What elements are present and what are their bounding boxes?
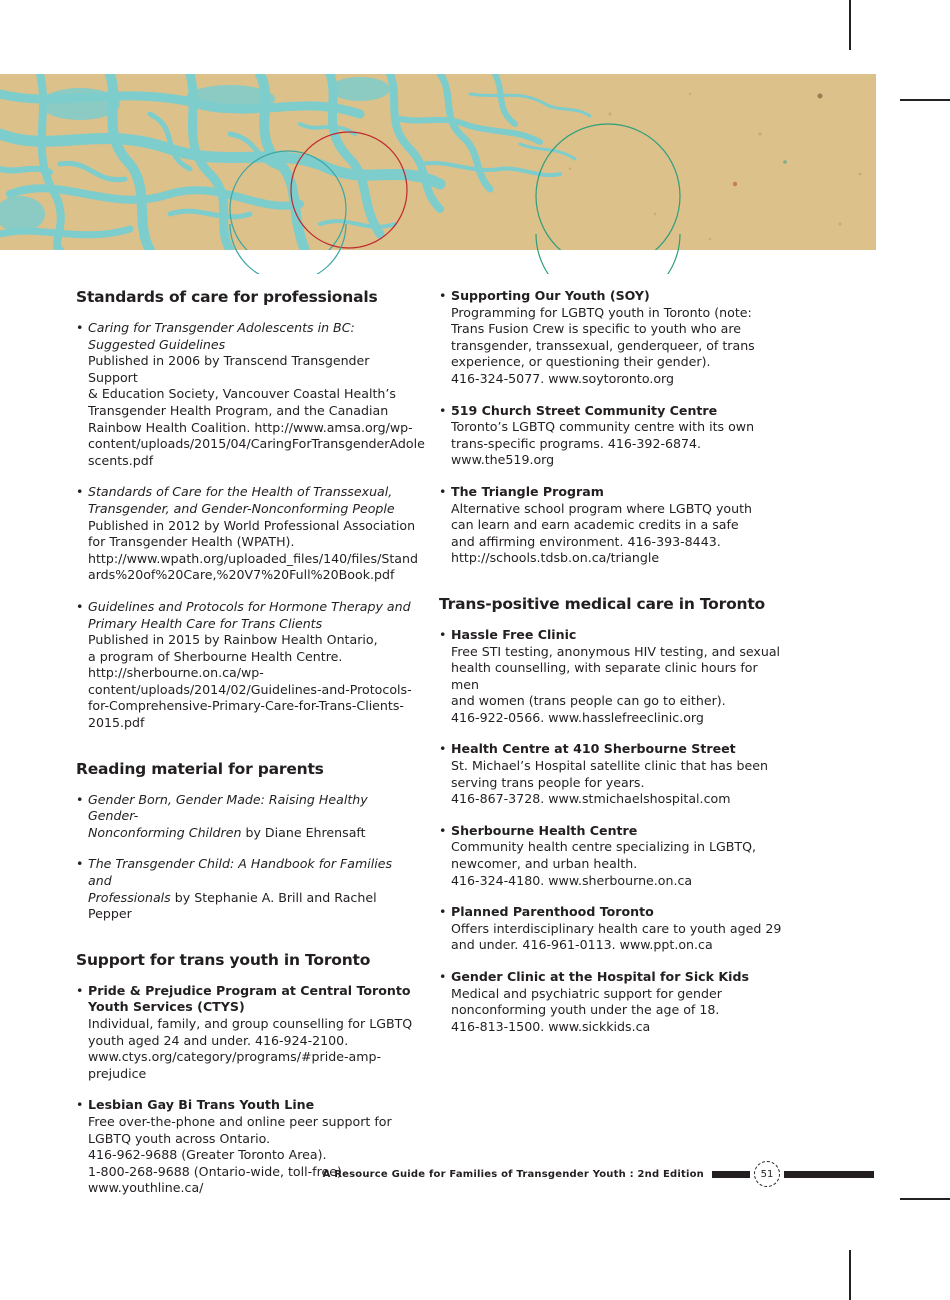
list-item [439, 484, 784, 567]
bullet-icon: • [439, 969, 447, 984]
list-item [439, 403, 784, 469]
item-description: Free over-the-phone and online peer support for LGBTQ youth across Ontario. 416-962-9688 (Greater Toronto Area). 1-800-268-9688 (Ontario-wide, toll-free). www.youthline.ca/ [88, 1113, 392, 1196]
item-title: The Triangle Program [451, 483, 604, 499]
section-youth-support-continued [439, 288, 784, 567]
item-text: The Transgender Child: A Handbook for Families and Professionals by Stephanie A. Brill and Rachel Pepper [88, 856, 393, 922]
item-text: Gender Born, Gender Made: Raising Healthy Gender- Nonconforming Children by Diane Ehrensaft [88, 791, 368, 840]
bullet-icon: • [439, 822, 447, 838]
bullet-icon: • [439, 483, 447, 499]
bullet-icon: • [439, 288, 447, 303]
list-item [439, 741, 784, 807]
section-heading: Trans-positive medical care in Toronto [439, 594, 766, 613]
item-title: Planned Parenthood Toronto [451, 904, 654, 920]
right-column [439, 288, 784, 1063]
item-description: Published in 2012 by World Professional Association for Transgender Health (WPATH). http://www.wpath.org/uploaded_files/140/files/Stand ards%20of%20Care,%20V7%20Full%20Book.pdf [88, 517, 418, 583]
item-description: Alternative school program where LGBTQ youth can learn and earn academic credits in a safe and affirming environment. 416-393-8443. http://schools.tdsb.on.ca/triangle [451, 500, 753, 566]
crop-mark-bottom [849, 1250, 851, 1300]
bullet-icon: • [76, 320, 84, 335]
item-description: Offers interdisciplinary health care to youth aged 29 and under. 416-961-0113. www.ppt.on.ca [451, 920, 782, 953]
list-item [76, 1097, 416, 1197]
bullet-icon: • [76, 791, 84, 807]
bullet-icon: • [439, 904, 447, 920]
section-youth-support [76, 951, 416, 1197]
list-item [439, 904, 784, 954]
item-title: Guidelines and Protocols for Hormone Therapy and Primary Health Care for Trans Clients [88, 598, 411, 631]
item-description: St. Michael’s Hospital satellite clinic that has been serving trans people for years. 416-867-3728. www.stmichaelshospital.com [451, 758, 768, 807]
item-title: Gender Clinic at the Hospital for Sick Kids [451, 969, 749, 984]
section-heading: Support for trans youth in Toronto [76, 950, 371, 969]
list-item [76, 484, 416, 584]
section-standards-of-care [76, 288, 425, 732]
bullet-icon: • [439, 741, 447, 757]
bullet-icon: • [439, 402, 447, 418]
item-description: Free STI testing, anonymous HIV testing, and sexual health counselling, with separate clinic hours for men and women (trans people can go to either). 416-922-0566. www.hasslefreeclinic.org [451, 643, 781, 725]
list-item [76, 320, 425, 469]
crop-mark-top [849, 0, 851, 50]
bullet-icon: • [76, 1097, 84, 1113]
item-description: Community health centre specializing in LGBTQ, newcomer, and urban health. 416-324-4180. www.sherbourne.on.ca [451, 839, 757, 888]
item-description: Individual, family, and group counselling for LGBTQ youth aged 24 and under. 416-924-2100. www.ctys.org/category/programs/#pride-amp- prejudice [88, 1016, 413, 1081]
item-title: Caring for Transgender Adolescents in BC: Suggested Guidelines [88, 320, 355, 352]
item-description: Medical and psychiatric support for gender nonconforming youth under the age of 18. 416-813-1500. www.sickkids.ca [451, 985, 722, 1034]
banner-illustration [0, 74, 876, 274]
item-title: Pride & Prejudice Program at Central Toronto Youth Services (CTYS) [88, 982, 411, 1015]
item-title: Hassle Free Clinic [451, 626, 577, 642]
item-description: Programming for LGBTQ youth in Toronto (note: Trans Fusion Crew is specific to youth who are transgender, transsexual, genderqueer, of trans experience, or questioning their gender). 416-324-5077. www.soytoronto.org [451, 304, 755, 386]
section-heading: Reading material for parents [76, 759, 324, 778]
section-medical-care [439, 595, 784, 1035]
page-number: 51 [754, 1161, 780, 1187]
left-column [76, 288, 425, 1225]
section-heading: Standards of care for professionals [76, 288, 378, 306]
bullet-icon: • [76, 982, 84, 998]
footer-bar-left [712, 1171, 750, 1178]
list-item [439, 288, 784, 388]
crop-mark-right-bottom [900, 1198, 950, 1200]
item-description: Published in 2015 by Rainbow Health Ontario, a program of Sherbourne Health Centre. http://sherbourne.on.ca/wp- content/uploads/2014/02/Guidelines-and-Protocols- for-Comprehensive-Primary-Care-for-Trans-Clients- 2015.pdf [88, 632, 412, 731]
crop-mark-right-top [900, 99, 950, 101]
item-title: Sherbourne Health Centre [451, 822, 638, 838]
list-item [76, 792, 416, 842]
footer-title: A Resource Guide for Families of Transgender Youth : 2nd Edition [322, 1168, 704, 1180]
item-title: 519 Church Street Community Centre [451, 402, 718, 418]
item-description: Toronto’s LGBTQ community centre with its own trans-specific programs. 416-392-6874. www.the519.org [451, 419, 755, 468]
bullet-icon: • [76, 598, 84, 614]
list-item [76, 983, 416, 1083]
section-reading-material [76, 760, 416, 923]
item-title: Health Centre at 410 Sherbourne Street [451, 741, 736, 757]
list-item [76, 856, 416, 922]
list-item [439, 823, 784, 889]
item-title: Supporting Our Youth (SOY) [451, 288, 650, 303]
bullet-icon: • [76, 856, 84, 872]
item-description: Published in 2006 by Transcend Transgender Support & Education Society, Vancouver Coastal Health’s Transgender Health Program, and the Canadian Rainbow Health Coalition. http://www.amsa.org/wp- content/uploads/2015/04/CaringForTransgenderAdole scents.pdf [88, 353, 425, 468]
item-title: Lesbian Gay Bi Trans Youth Line [88, 1097, 315, 1113]
list-item [439, 969, 784, 1035]
item-title: Standards of Care for the Health of Transsexual, Transgender, and Gender-Nonconforming People [88, 484, 395, 516]
footer-bar-right [784, 1171, 874, 1178]
list-item [439, 627, 784, 727]
list-item [76, 599, 416, 732]
bullet-icon: • [76, 484, 84, 500]
bullet-icon: • [439, 626, 447, 642]
page-footer [323, 1166, 874, 1182]
